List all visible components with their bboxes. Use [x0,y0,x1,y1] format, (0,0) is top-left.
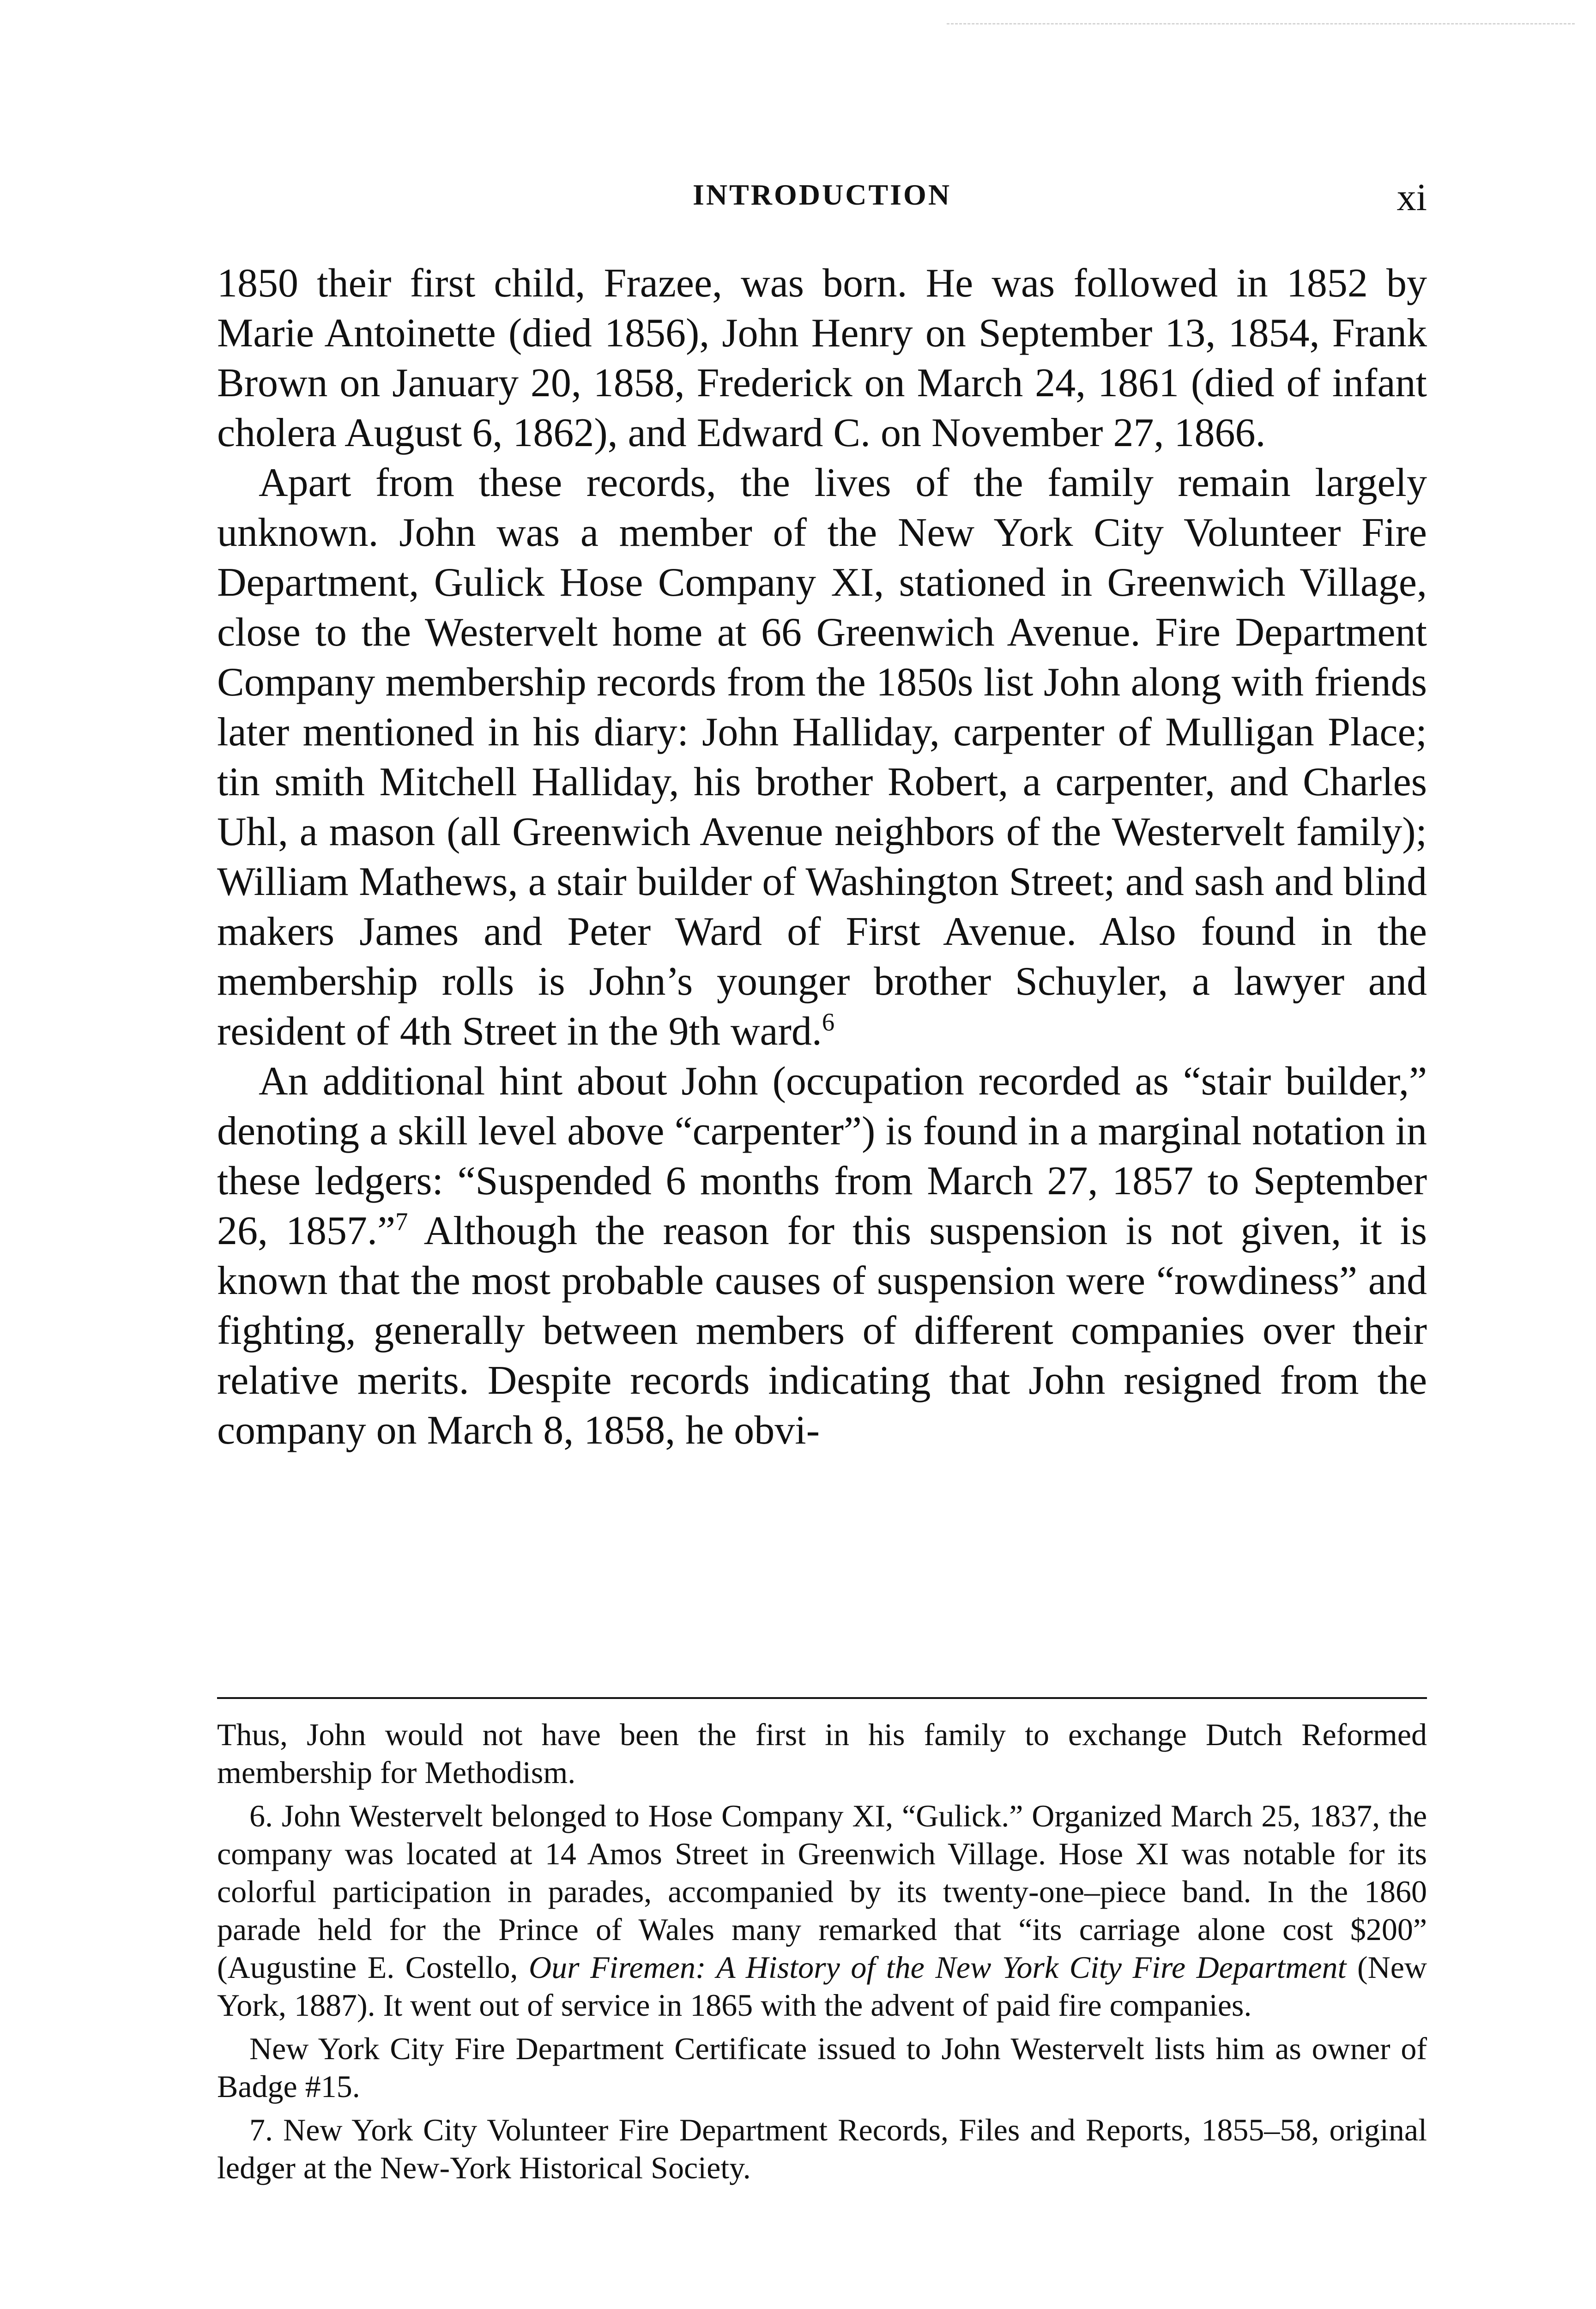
footnote-6-book-title: Our Firemen: A History of the New York City Fire Department [529,1950,1347,1985]
running-title: INTRODUCTION [692,178,952,211]
footnote-ref-7: 7 [395,1207,408,1236]
paragraph-1-text: 1850 their first child, Frazee, was born. He was followed in 1852 by Marie Antoinette (died 1856), John Henry on September 13, 1854, Frank Brown on January 20, 1858, Frederick on March 24, 1861 (died of infant cholera August 6, 1862), and Edward C. on November 27, 1866. [217,261,1427,455]
paragraph-2-text: Apart from these records, the lives of the family remain largely unknown. John was a member of the New York City Volunteer Fire Department, Gulick Hose Company XI, stationed in Greenwich Village, close to the Westervelt home at 66 Greenwich Avenue. Fire Department Company membership records from the 1850s list John along with friends later mentioned in his diary: John Halliday, carpenter of Mulligan Place; tin smith Mitchell Halliday, his brother Robert, a carpenter, and Charles Uhl, a mason (all Greenwich Avenue neighbors of the Westervelt family); William Mathews, a stair builder of Washington Street; and sash and blind makers James and Peter Ward of First Avenue. Also found in the membership rolls is John’s younger brother Schuyler, a lawyer and resident of 4th Street in the 9th ward. [217,460,1427,1054]
paragraph-3-text-b: Although the reason for this suspension is not given, it is known that the most probable causes of suspension were “rowdiness” and fighting, generally between members of different companies over their relative merits. Despite records indicating that John resigned from the company on March 8, 1858, he obvi- [217,1209,1427,1453]
scan-edge-line [947,23,1575,24]
footnote-7: 7. New York City Volunteer Fire Department Records, Files and Reports, 1855–58, original ledger at the New-York Historical Society. [217,2112,1427,2185]
running-head [217,178,1427,229]
footnote-6 [217,1797,1427,2024]
footnote-continued: Thus, John would not have been the first in his family to exchange Dutch Reformed membership for Methodism. [217,1717,1427,1790]
footnotes [217,1716,1427,2192]
footnote-6-continuation: New York City Fire Department Certificate issued to John Westervelt lists him as owner of Badge #15. [217,2031,1427,2104]
paragraph-1 [217,259,1427,458]
footnote-divider [217,1697,1427,1699]
footnote-6-text-b: (New York, 1887). It went out of service in 1865 with the advent of paid fire companies. [217,1950,1427,2023]
paragraph-3-text-a: An additional hint about John (occupation recorded as “stair builder,” denoting a skill level above “carpenter”) is found in a marginal notation in these ledgers: “Suspended 6 months from March 27, 1857 to September 26, 1857.” [217,1059,1427,1253]
footnote-6-text-a: 6. John Westervelt belonged to Hose Company XI, “Gulick.” Organized March 25, 1837, the company was located at 14 Amos Street in Greenwich Village. Hose XI was notable for its colorful participation in parades, accompanied by its twenty-one–piece band. In the 1860 parade held for the Prince of Wales many remarked that “its carriage alone cost $200” (Augustine E. Costello, [217,1798,1427,1985]
page-number: xi [1396,176,1427,219]
footnote-ref-6: 6 [822,1008,835,1036]
main-text [217,259,1427,1456]
paragraph-2 [217,458,1427,1057]
paragraph-3 [217,1057,1427,1456]
